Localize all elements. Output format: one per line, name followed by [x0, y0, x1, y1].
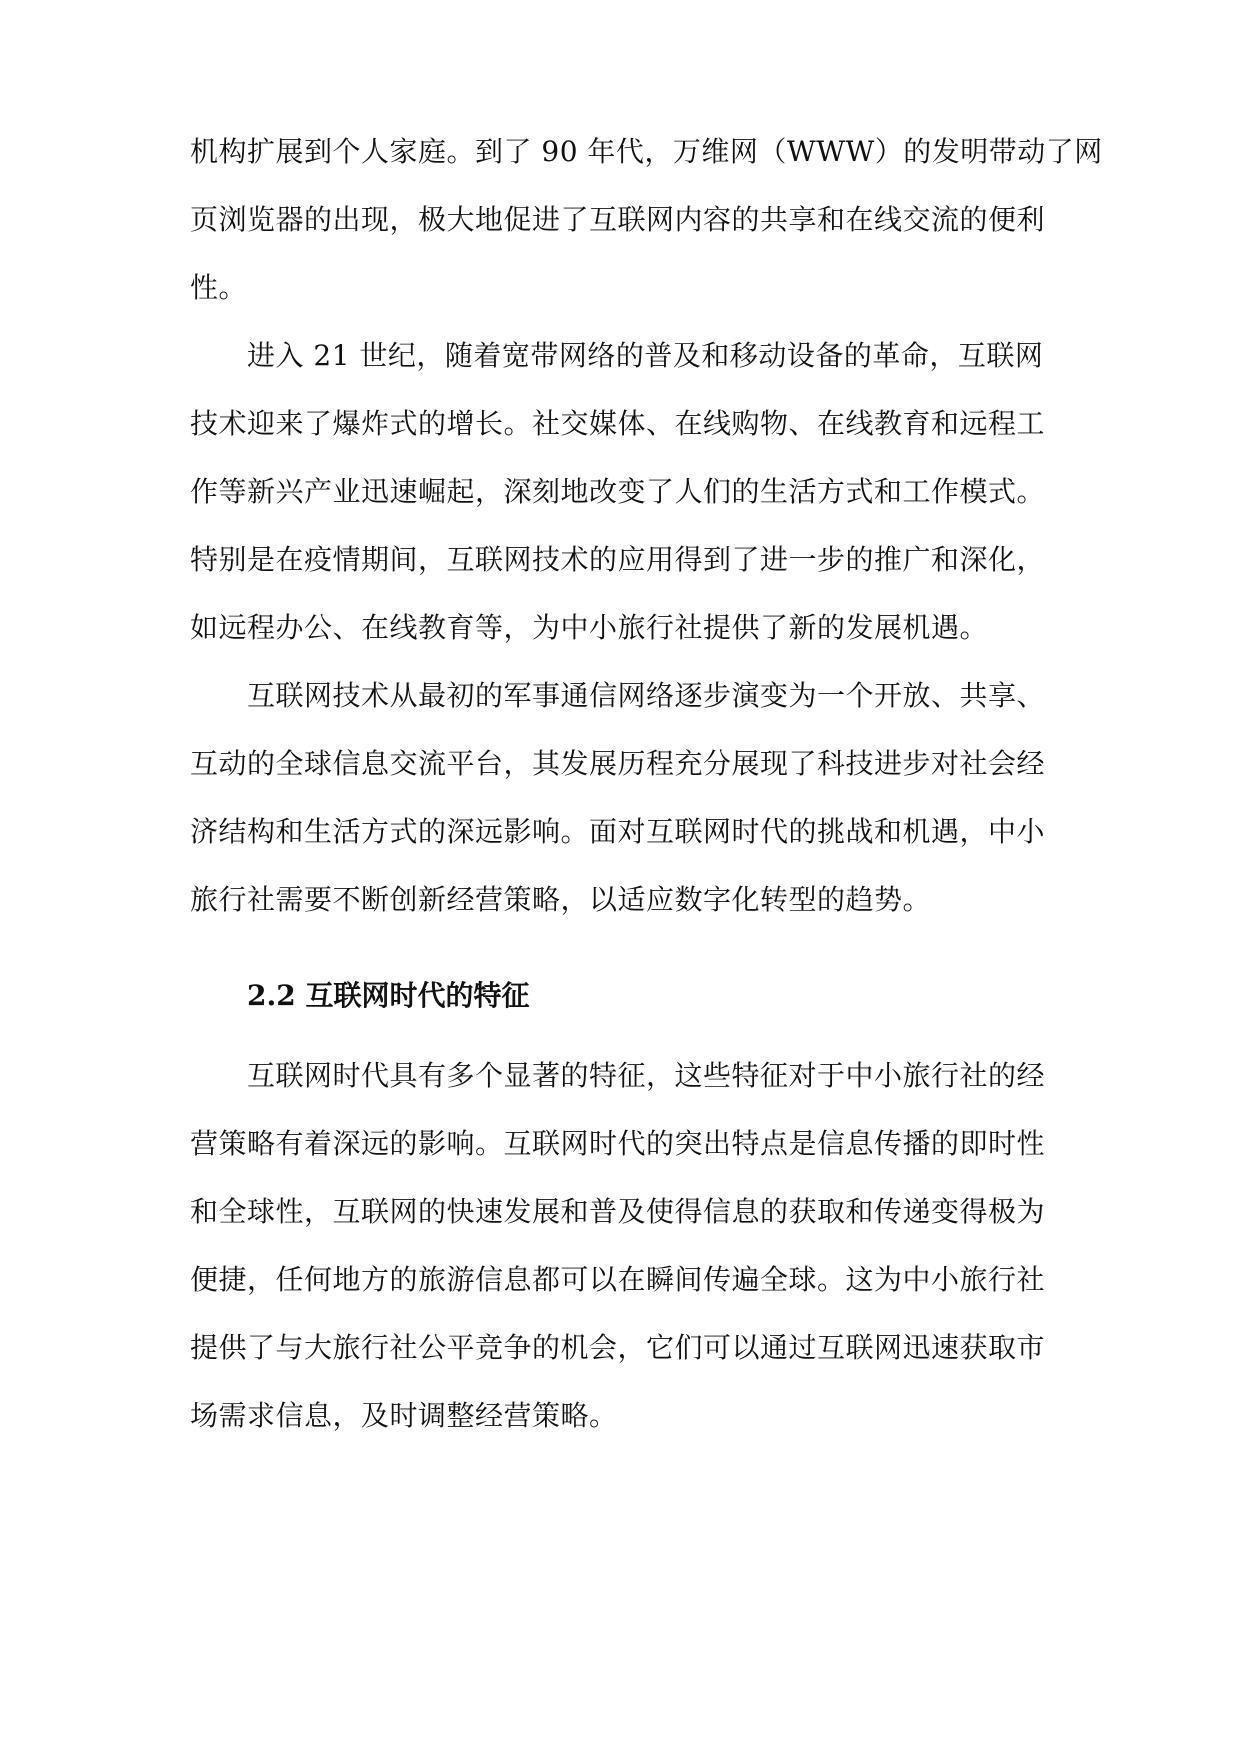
paragraph-line: 营策略有着深远的影响。互联网时代的突出特点是信息传播的即时性	[190, 1127, 1046, 1160]
paragraph-line: 机构扩展到个人家庭。到了 90 年代，万维网（WWW）的发明带动了网	[190, 135, 1103, 168]
paragraph-line: 互动的全球信息交流平台，其发展历程充分展现了科技进步对社会经	[190, 747, 1046, 780]
section-heading: 2.2 互联网时代的特征	[247, 979, 530, 1012]
paragraph-line: 互联网技术从最初的军事通信网络逐步演变为一个开放、共享、	[247, 679, 1046, 712]
paragraph-line: 旅行社需要不断创新经营策略，以适应数字化转型的趋势。	[190, 883, 932, 916]
paragraph-line: 如远程办公、在线教育等，为中小旅行社提供了新的发展机遇。	[190, 611, 989, 644]
paragraph-line: 技术迎来了爆炸式的增长。社交媒体、在线购物、在线教育和远程工	[190, 407, 1046, 440]
paragraph-line: 性。	[190, 271, 248, 304]
paragraph-line: 济结构和生活方式的深远影响。面对互联网时代的挑战和机遇，中小	[190, 815, 1046, 848]
paragraph-line: 和全球性，互联网的快速发展和普及使得信息的获取和传递变得极为	[190, 1195, 1046, 1228]
paragraph-line: 作等新兴产业迅速崛起，深刻地改变了人们的生活方式和工作模式。	[190, 475, 1046, 508]
paragraph-line: 页浏览器的出现，极大地促进了互联网内容的共享和在线交流的便利	[190, 203, 1046, 236]
paragraph-line: 便捷，任何地方的旅游信息都可以在瞬间传遍全球。这为中小旅行社	[190, 1263, 1046, 1296]
paragraph-line: 提供了与大旅行社公平竞争的机会，它们可以通过互联网迅速获取市	[190, 1331, 1046, 1364]
paragraph-line: 进入 21 世纪，随着宽带网络的普及和移动设备的革命，互联网	[247, 339, 1044, 372]
paragraph-line: 特别是在疫情期间，互联网技术的应用得到了进一步的推广和深化，	[190, 543, 1046, 576]
paragraph-line: 互联网时代具有多个显著的特征，这些特征对于中小旅行社的经	[247, 1059, 1046, 1092]
paragraph-line: 场需求信息，及时调整经营策略。	[190, 1399, 618, 1432]
